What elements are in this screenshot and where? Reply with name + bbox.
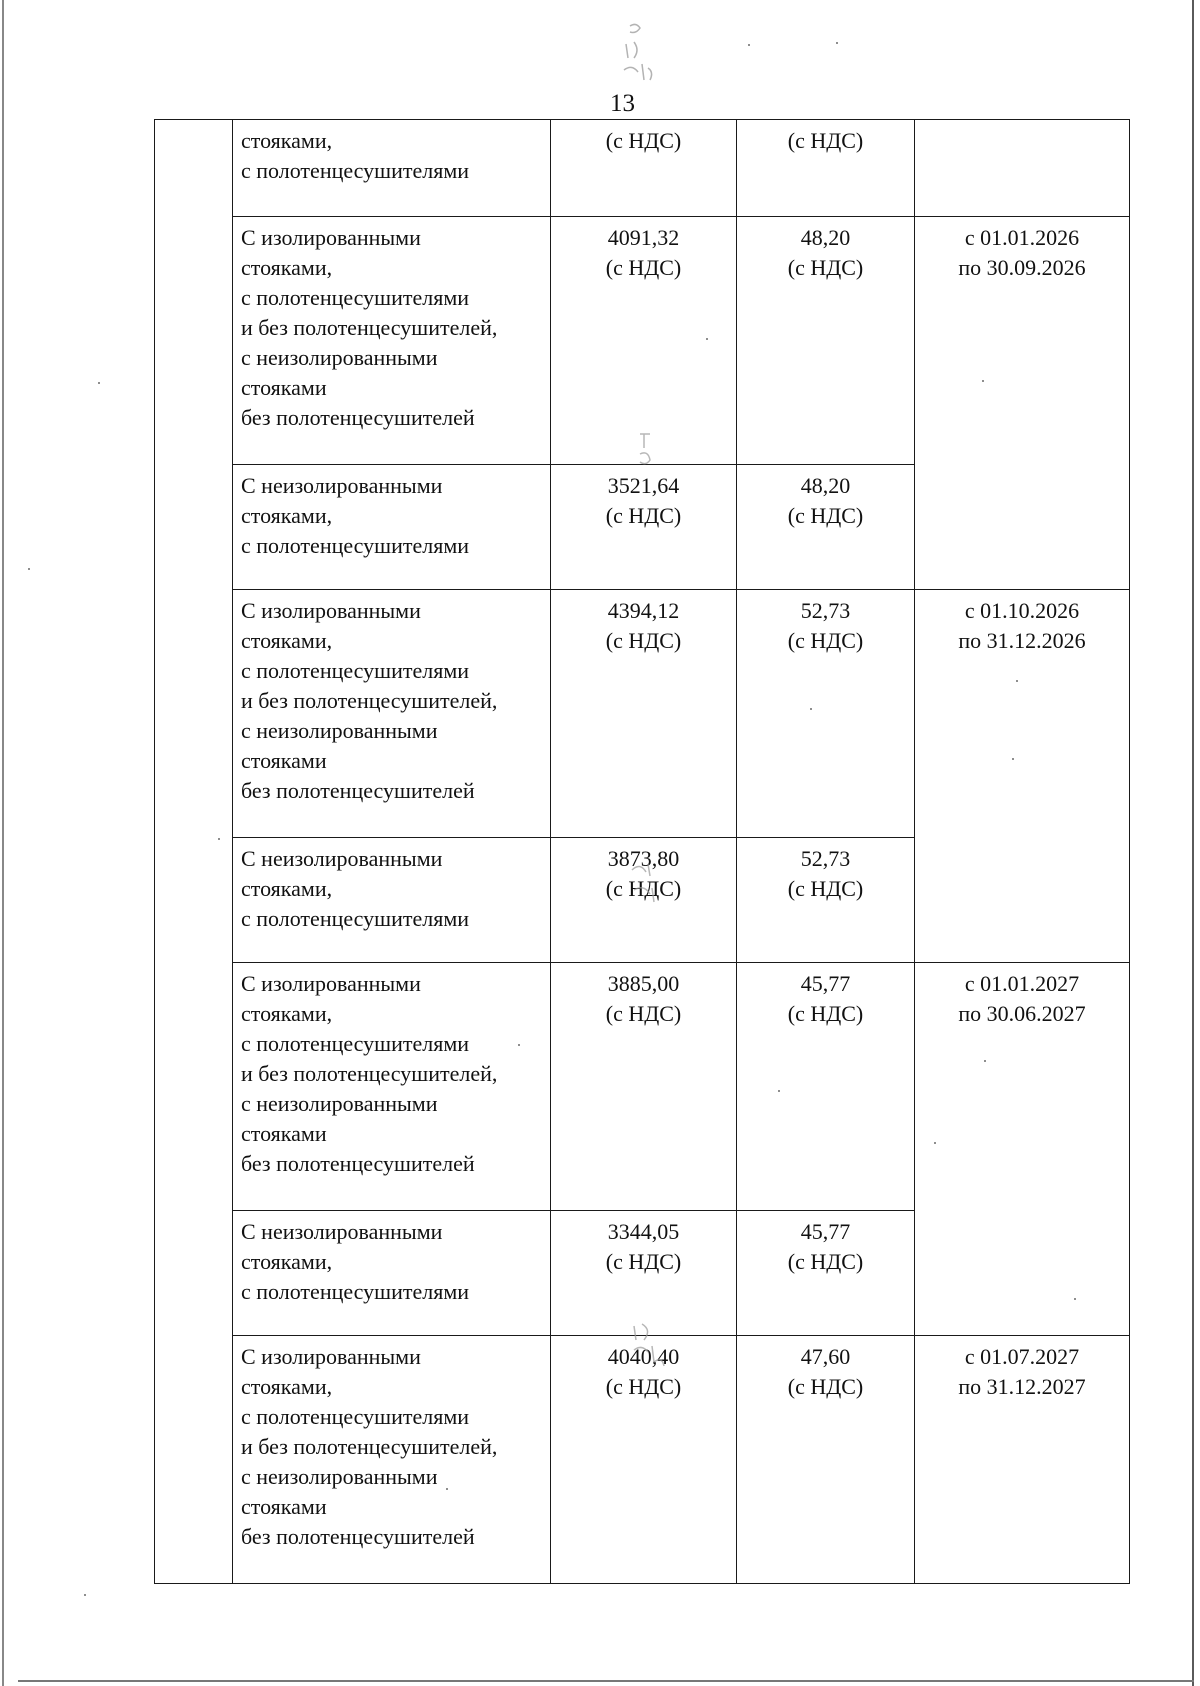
table-row	[155, 590, 1130, 838]
period-cell	[915, 963, 1130, 1336]
scan-dust	[98, 382, 100, 384]
rate-vat-note: (с НДС)	[787, 876, 864, 901]
price-vat-note: (с НДС)	[605, 503, 682, 528]
scan-dust	[810, 708, 812, 710]
rate-vat-note: (с НДС)	[787, 1374, 864, 1399]
description-line: стояками,	[241, 128, 333, 153]
description-line: с полотенцесушителями	[241, 533, 470, 558]
description-line: стояками,	[241, 1249, 333, 1274]
period-cell	[915, 1336, 1130, 1584]
rate-value: 45,77	[800, 1219, 851, 1244]
description-line: и без полотенцесушителей,	[241, 1434, 498, 1459]
price-vat-note: (с НДС)	[605, 128, 682, 153]
description-line: с полотенцесушителями	[241, 1279, 470, 1304]
scan-dust	[778, 1090, 780, 1092]
description-line: с полотенцесушителями	[241, 1031, 470, 1056]
rate-value: 52,73	[800, 846, 851, 871]
description-line: С изолированными	[241, 225, 421, 250]
rate-value: 48,20	[800, 473, 851, 498]
scan-dust	[1016, 680, 1018, 682]
description-line: и без полотенцесушителей,	[241, 315, 498, 340]
rate-vat-note: (с НДС)	[787, 1249, 864, 1274]
scan-dust	[836, 42, 838, 44]
description-line: С неизолированными	[241, 473, 443, 498]
price-value: 4091,32	[607, 225, 680, 250]
description-line: с неизолированными	[241, 1464, 438, 1489]
description-line: стояками,	[241, 1001, 333, 1026]
description-line: стояками	[241, 1494, 327, 1519]
description-line: С неизолированными	[241, 846, 443, 871]
description-cell	[233, 1211, 551, 1336]
stamp-scribble-icon	[628, 860, 668, 910]
scan-dust	[1074, 1298, 1076, 1300]
price-vat-note: (с НДС)	[605, 1249, 682, 1274]
scan-dust	[1012, 758, 1014, 760]
period-start: с 01.07.2027	[964, 1344, 1080, 1369]
description-line: стояками,	[241, 255, 333, 280]
description-line: стояками	[241, 748, 327, 773]
period-end: по 31.12.2026	[958, 628, 1086, 653]
scan-stamp-mark	[628, 1320, 678, 1380]
period-start: с 01.10.2026	[964, 598, 1080, 623]
page-number: 13	[610, 90, 635, 117]
price-cell	[551, 963, 737, 1211]
description-cell	[233, 838, 551, 963]
description-line: с полотенцесушителями	[241, 658, 470, 683]
scan-dust	[748, 44, 750, 46]
price-value: 4040,40	[607, 1344, 680, 1369]
description-line: стояками,	[241, 628, 333, 653]
period-end: по 30.06.2027	[958, 1001, 1086, 1026]
description-line: и без полотенцесушителей,	[241, 688, 498, 713]
rate-cell	[737, 465, 915, 590]
scan-edge-left	[2, 0, 4, 1686]
stamp-scribble-icon	[622, 20, 672, 90]
rate-cell	[737, 120, 915, 217]
description-line: стояками,	[241, 503, 333, 528]
description-line: с неизолированными	[241, 1091, 438, 1116]
rate-cell	[737, 590, 915, 838]
table-row	[155, 963, 1130, 1211]
description-line: без полотенцесушителей	[241, 405, 475, 430]
description-cell	[233, 1336, 551, 1584]
price-value: 4394,12	[607, 598, 680, 623]
rate-cell	[737, 838, 915, 963]
rate-cell	[737, 1211, 915, 1336]
description-line: С изолированными	[241, 598, 421, 623]
price-vat-note: (с НДС)	[605, 628, 682, 653]
scan-dust	[218, 838, 220, 840]
period-start: с 01.01.2027	[964, 971, 1080, 996]
price-cell	[551, 590, 737, 838]
description-cell	[233, 590, 551, 838]
scan-dust	[982, 380, 984, 382]
scan-dust	[934, 1142, 936, 1144]
description-line: без полотенцесушителей	[241, 1151, 475, 1176]
scan-dust	[518, 1044, 520, 1046]
description-line: С изолированными	[241, 1344, 421, 1369]
description-line: с полотенцесушителями	[241, 285, 470, 310]
rate-vat-note: (с НДС)	[787, 628, 864, 653]
scan-dust	[706, 338, 708, 340]
scan-dust	[28, 568, 30, 570]
price-value: 3521,64	[607, 473, 680, 498]
rate-vat-note: (с НДС)	[787, 503, 864, 528]
description-line: стояками,	[241, 1374, 333, 1399]
index-column-empty	[155, 120, 233, 1584]
rate-cell	[737, 217, 915, 465]
scan-stamp-mark	[636, 430, 656, 474]
scan-edge-right	[1192, 0, 1194, 1686]
scan-stamp-mark	[628, 860, 668, 914]
rate-value: 47,60	[800, 1344, 851, 1369]
price-vat-note: (с НДС)	[605, 1001, 682, 1026]
period-cell	[915, 217, 1130, 590]
description-cell	[233, 465, 551, 590]
rate-cell	[737, 1336, 915, 1584]
description-line: стояками	[241, 1121, 327, 1146]
scan-dust	[84, 1594, 86, 1596]
price-cell	[551, 1211, 737, 1336]
stamp-scribble-icon	[628, 1320, 678, 1376]
price-vat-note: (с НДС)	[605, 1374, 682, 1399]
price-cell	[551, 217, 737, 465]
description-line: с полотенцесушителями	[241, 158, 470, 183]
table-row	[155, 217, 1130, 465]
description-line: без полотенцесушителей	[241, 778, 475, 803]
stamp-scribble-icon	[636, 430, 656, 470]
description-line: с неизолированными	[241, 718, 438, 743]
price-value: 3344,05	[607, 1219, 680, 1244]
description-line: стояками,	[241, 876, 333, 901]
scan-dust	[984, 1060, 986, 1062]
price-cell	[551, 120, 737, 217]
description-line: с полотенцесушителями	[241, 1404, 470, 1429]
price-cell	[551, 465, 737, 590]
scan-stamp-mark	[622, 20, 672, 90]
description-line: с полотенцесушителями	[241, 906, 470, 931]
period-cell	[915, 590, 1130, 963]
rate-value: 52,73	[800, 598, 851, 623]
period-start: с 01.01.2026	[964, 225, 1080, 250]
period-end: по 31.12.2027	[958, 1374, 1086, 1399]
price-vat-note: (с НДС)	[605, 876, 682, 901]
price-value: 3873,80	[607, 846, 680, 871]
description-line: С изолированными	[241, 971, 421, 996]
scan-dust	[446, 1488, 448, 1490]
rate-value: 45,77	[800, 971, 851, 996]
rate-vat-note: (с НДС)	[787, 255, 864, 280]
price-value: 3885,00	[607, 971, 680, 996]
description-line: С неизолированными	[241, 1219, 443, 1244]
rate-value: 48,20	[800, 225, 851, 250]
period-cell-empty	[915, 120, 1130, 217]
description-line: без полотенцесушителей	[241, 1524, 475, 1549]
description-cell	[233, 120, 551, 217]
description-cell	[233, 963, 551, 1211]
rate-vat-note: (с НДС)	[787, 1001, 864, 1026]
description-line: с неизолированными	[241, 345, 438, 370]
description-line: стояками	[241, 375, 327, 400]
scan-edge-bottom	[18, 1680, 1194, 1682]
period-end: по 30.09.2026	[958, 255, 1086, 280]
rate-vat-note: (с НДС)	[787, 128, 864, 153]
price-vat-note: (с НДС)	[605, 255, 682, 280]
rate-cell	[737, 963, 915, 1211]
description-cell	[233, 217, 551, 465]
description-line: и без полотенцесушителей,	[241, 1061, 498, 1086]
table-row	[155, 120, 1130, 217]
